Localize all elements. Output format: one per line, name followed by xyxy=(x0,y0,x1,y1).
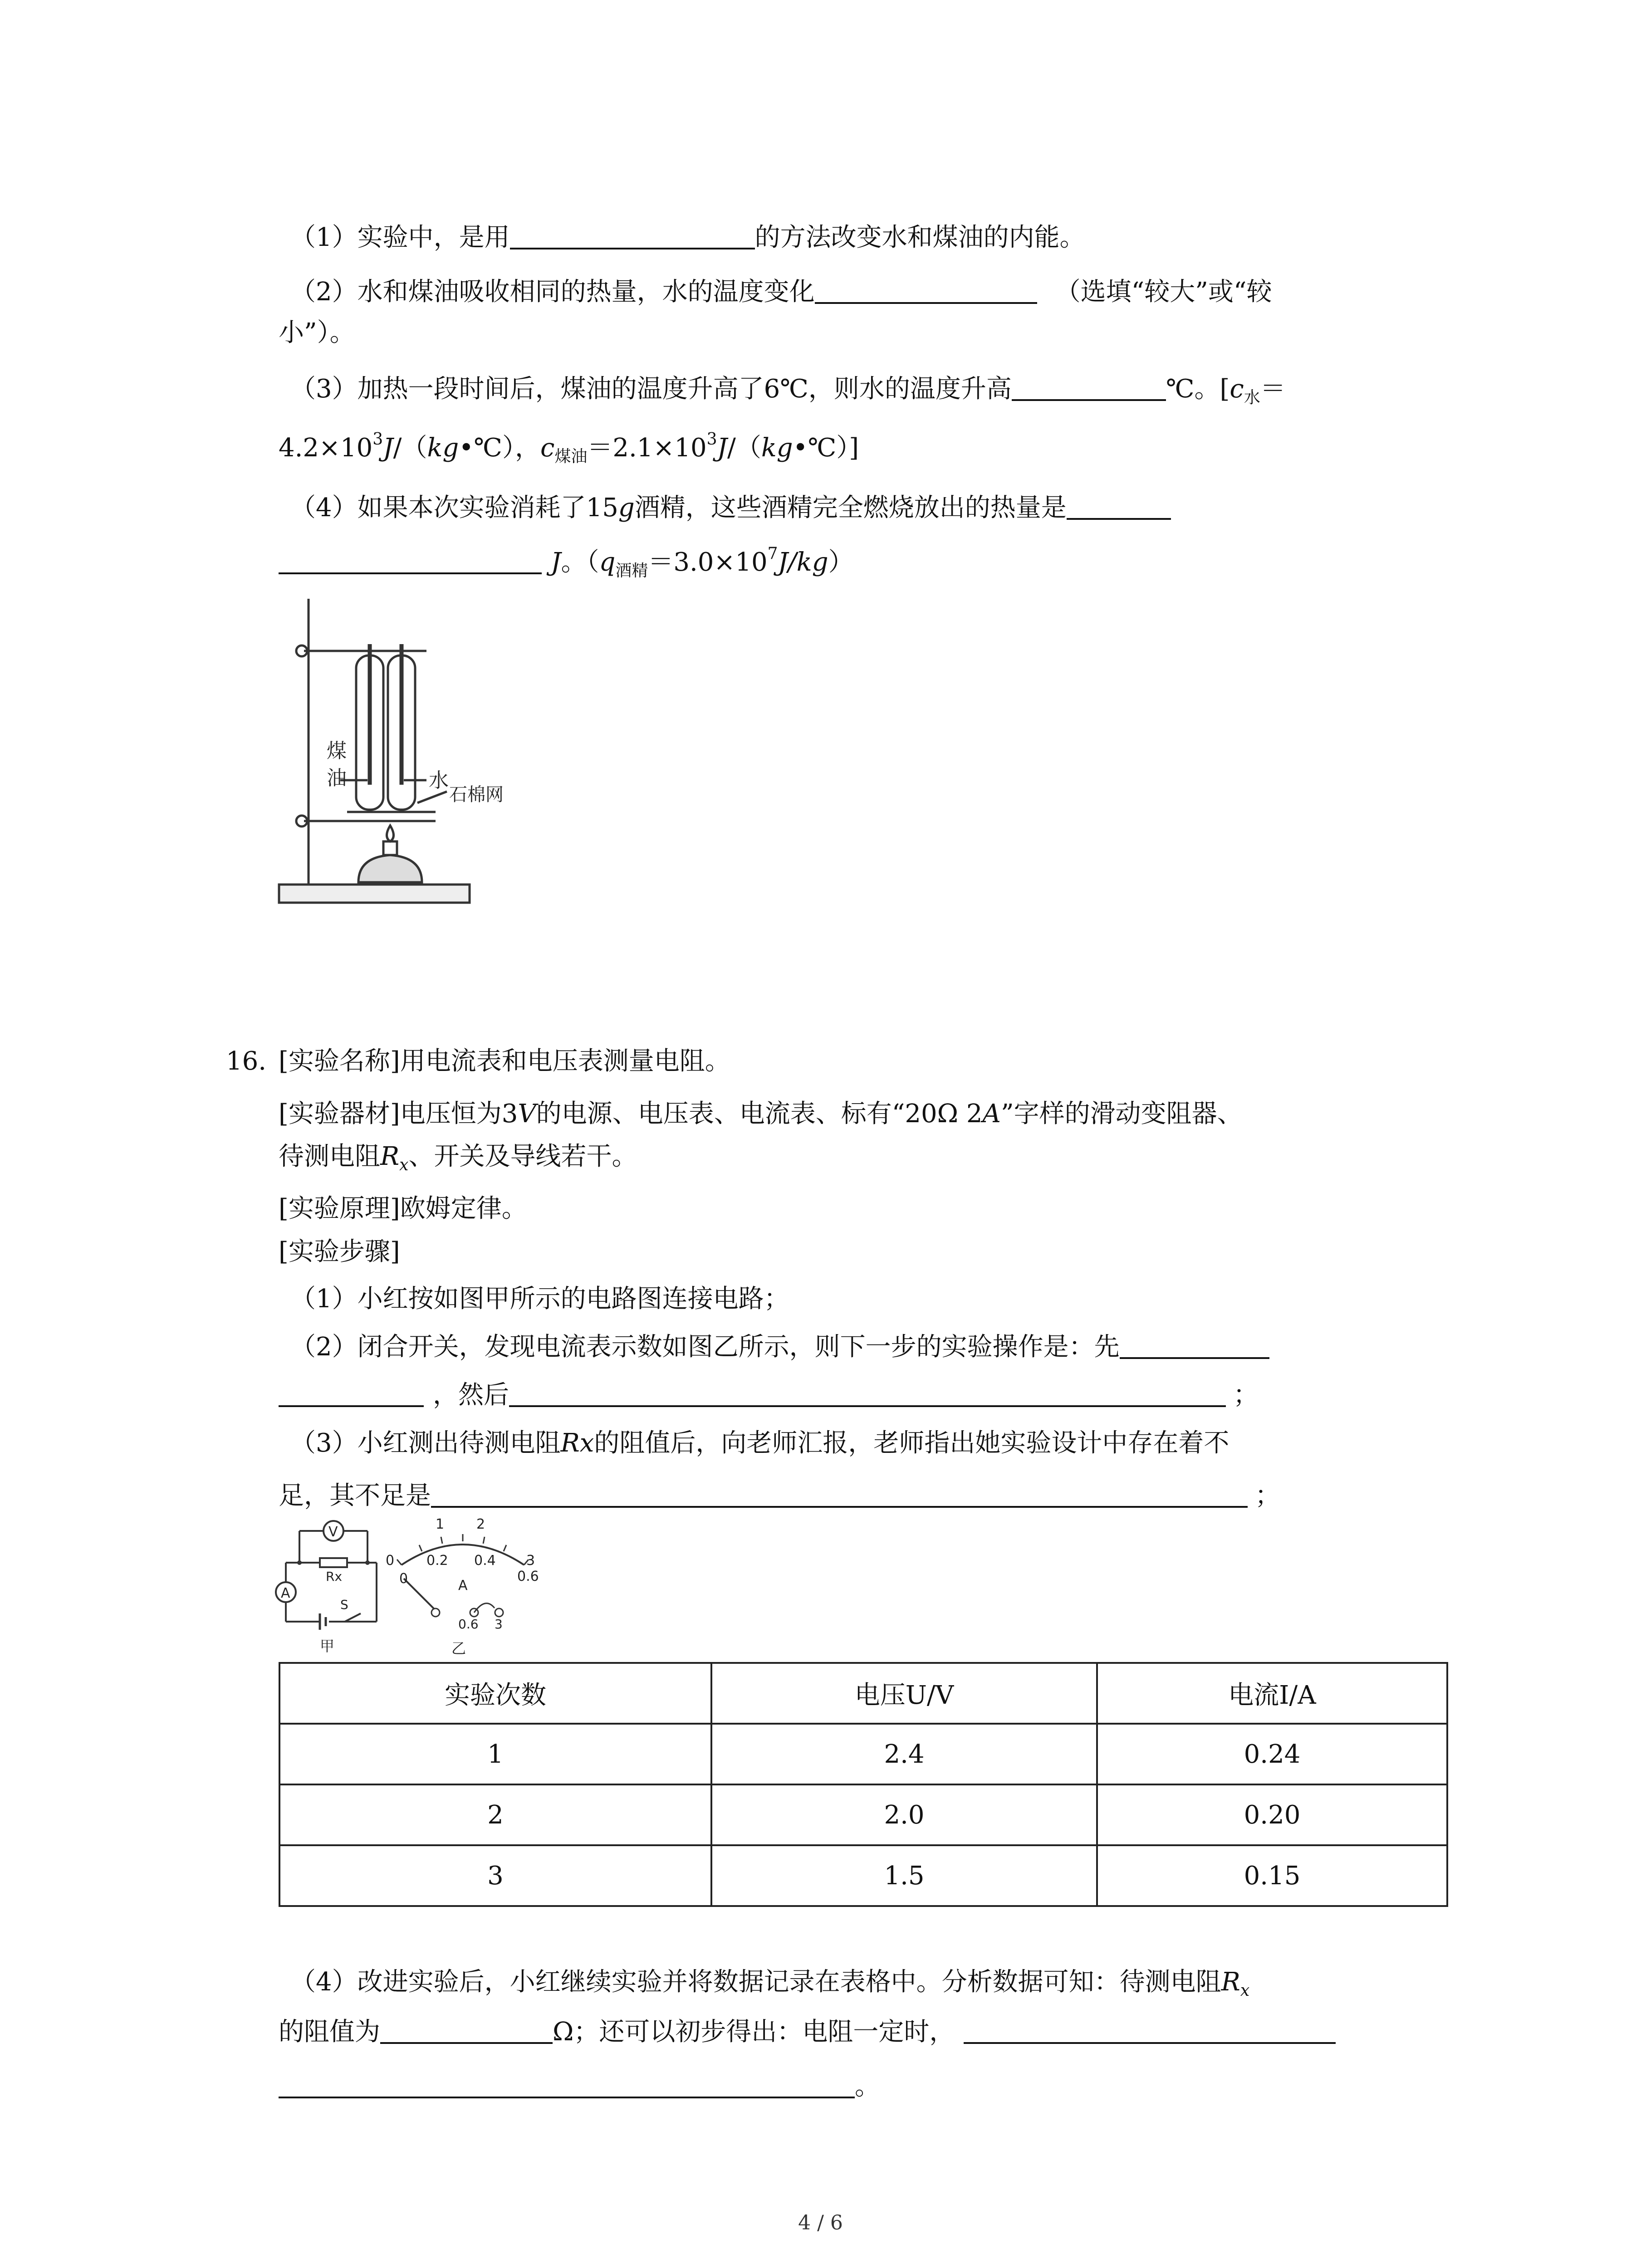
ammeter-needle xyxy=(404,1579,436,1610)
q16-step3-cont: 足，其不足是 ； xyxy=(279,1478,1280,1514)
meter-label-0-2: 0.2 xyxy=(426,1553,448,1569)
meter-label-0-4: 0.4 xyxy=(474,1553,496,1569)
alcohol-lamp xyxy=(358,855,422,882)
answer-blank-4a[interactable] xyxy=(1067,491,1171,520)
q16-equipment-cont: 待测电阻$R_x$、开关及导线若干。 xyxy=(279,1142,637,1174)
terminal-negative xyxy=(431,1608,440,1617)
data-table xyxy=(279,1662,1448,1907)
table-header-voltage: 电压U/V xyxy=(711,1663,1097,1724)
page-number: 4 / 6 xyxy=(798,2211,843,2234)
meter-label-zero-bottom: 0 xyxy=(399,1571,408,1587)
figure-label-jia: 甲 xyxy=(320,1637,335,1655)
table-header-trial: 实验次数 xyxy=(279,1663,711,1724)
figure-label-mei: 煤 xyxy=(327,739,347,763)
table-cell: 2 xyxy=(279,1784,711,1845)
table-cell: 1 xyxy=(279,1724,711,1784)
terminal-3 xyxy=(495,1608,503,1617)
table-cell: 2.0 xyxy=(711,1784,1097,1845)
table-cell: 3 xyxy=(279,1845,711,1906)
answer-blank-5a[interactable] xyxy=(1120,1330,1269,1359)
q15-part2-cont: 小”）。 xyxy=(279,318,355,347)
table-cell: 1.5 xyxy=(711,1845,1097,1906)
figure-label-water: 水 xyxy=(429,769,449,792)
ammeter-dial-yi xyxy=(381,1515,554,1660)
heating-apparatus-figure xyxy=(272,590,504,907)
q16-steps-heading: [实验步骤] xyxy=(279,1237,400,1266)
answer-blank-3[interactable] xyxy=(1012,372,1166,401)
answer-blank-9a[interactable] xyxy=(964,2015,1336,2044)
circuit-label-s: S xyxy=(340,1597,348,1612)
answer-blank-8[interactable] xyxy=(380,2015,553,2044)
q16-step2-cont: ，然后 ； xyxy=(279,1377,1259,1413)
q16-step4: （4）改进实验后，小红继续实验并将数据记录在表格中。分析数据可知：待测电阻$R_x$ xyxy=(290,1967,1250,2000)
table-cell: 0.24 xyxy=(1097,1724,1447,1784)
q15-part3: （3）加热一段时间后，煤油的温度升高了6℃，则水的温度升高 ℃。[$c_水=$ xyxy=(290,371,1286,416)
meter-label-0: 0 xyxy=(386,1553,395,1569)
table-row xyxy=(279,1845,1447,1906)
circuit-label-v: V xyxy=(328,1524,338,1540)
answer-blank-1[interactable] xyxy=(510,220,755,249)
meter-label-1: 1 xyxy=(436,1516,445,1532)
table-cell: 0.15 xyxy=(1097,1845,1447,1906)
answer-blank-7[interactable] xyxy=(431,1479,1248,1508)
figure-label-you: 油 xyxy=(327,767,347,790)
meter-label-a: A xyxy=(458,1578,468,1593)
q16-number: 16. xyxy=(226,1046,267,1076)
q15-part4: （4）如果本次实验消耗了15g酒精，这些酒精完全燃烧放出的热量是 xyxy=(290,490,1171,526)
switch-symbol xyxy=(345,1613,361,1622)
q16-title: [实验名称]用电流表和电压表测量电阻。 xyxy=(279,1046,730,1076)
figure-label-yi: 乙 xyxy=(451,1640,466,1657)
terminal-label-3: 3 xyxy=(495,1617,503,1632)
table-row xyxy=(279,1724,1447,1784)
q15-part2: （2）水和煤油吸收相同的热量，水的温度变化 （选填“较大”或“较 xyxy=(290,274,1272,310)
answer-blank-6[interactable] xyxy=(509,1378,1226,1407)
table-header-row xyxy=(279,1663,1447,1724)
table-header-current: 电流I/A xyxy=(1097,1663,1447,1724)
resistor-rx-symbol xyxy=(320,1558,347,1567)
circuit-label-a: A xyxy=(281,1585,290,1601)
table-cell: 0.20 xyxy=(1097,1784,1447,1845)
q15-part4-cont: J。$(q_{酒精}=3.0\times 10^7J/kg)$ xyxy=(279,544,854,589)
q16-step3: （3）小红测出待测电阻Rx的阻值后，向老师汇报，老师指出她实验设计中存在着不 xyxy=(290,1428,1230,1458)
q15-part1: （1）实验中，是用 的方法改变水和煤油的内能。 xyxy=(290,220,1085,256)
circuit-diagram-jia xyxy=(272,1513,390,1658)
figure-label-asbestos-net: 石棉网 xyxy=(449,784,504,805)
q16-step4-cont: 的阻值为 Ω；还可以初步得出：电阻一定时， xyxy=(279,2014,1336,2050)
q16-principle: [实验原理]欧姆定律。 xyxy=(279,1194,527,1223)
meter-label-0-6: 0.6 xyxy=(517,1569,539,1584)
answer-blank-4b[interactable] xyxy=(279,545,542,574)
stand-base xyxy=(279,885,470,903)
q15-part3-cont: $4.2\times 10^3J/(kg•℃)$，$c_{煤油}=2.1\times 10^3J/(kg•℃)$] xyxy=(279,430,859,466)
circuit-label-rx: Rx xyxy=(326,1569,343,1584)
table-row xyxy=(279,1784,1447,1845)
lamp-flame xyxy=(387,826,394,841)
terminal-label-0-6: 0.6 xyxy=(458,1617,479,1632)
q16-step4-cont2: 。 xyxy=(279,2068,880,2105)
q16-step2: （2）闭合开关，发现电流表示数如图乙所示，则下一步的实验操作是：先 xyxy=(290,1329,1269,1365)
meter-label-3: 3 xyxy=(526,1553,535,1569)
answer-blank-2[interactable] xyxy=(815,275,1037,304)
answer-blank-9b[interactable] xyxy=(279,2069,855,2098)
table-cell: 2.4 xyxy=(711,1724,1097,1784)
q16-step1: （1）小红按如图甲所示的电路图连接电路； xyxy=(290,1284,789,1314)
q16-equipment: [实验器材]电压恒为3V的电源、电压表、电流表、标有“20Ω 2A”字样的滑动变阻器、 xyxy=(279,1099,1243,1129)
meter-label-2: 2 xyxy=(476,1516,485,1532)
answer-blank-5b[interactable] xyxy=(279,1378,424,1407)
